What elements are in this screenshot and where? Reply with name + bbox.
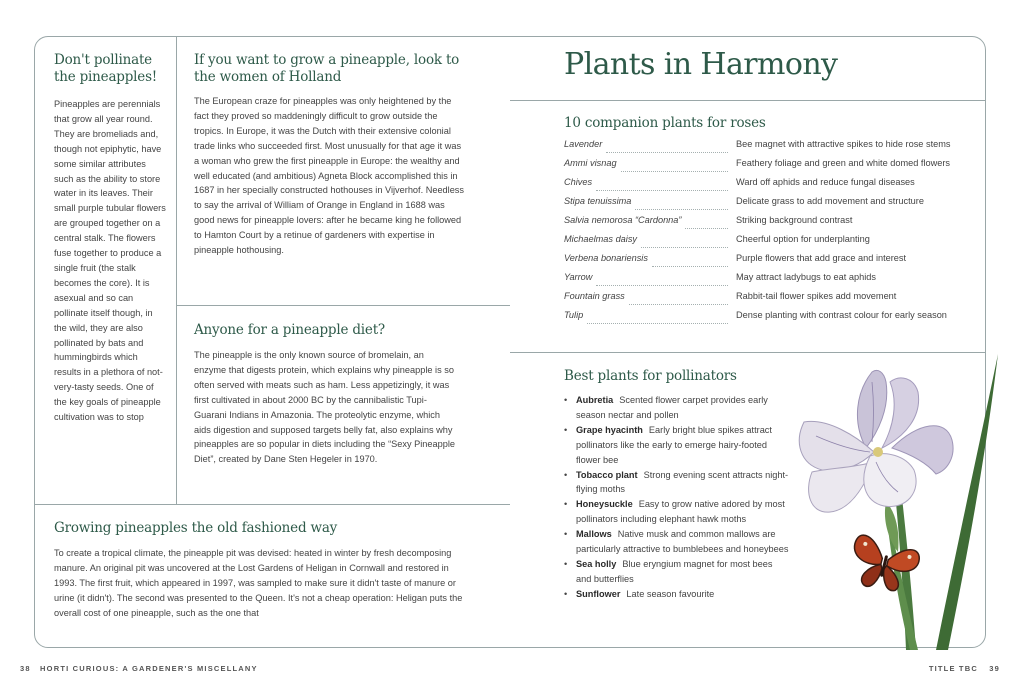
- companion-row: [564, 177, 974, 196]
- companion-plant-desc: Striking background contrast: [736, 215, 853, 225]
- divider-col-left-lower: [176, 305, 177, 505]
- flower-throat: [873, 447, 883, 457]
- pollinator-item: [564, 587, 789, 602]
- companion-plant-desc: May attract ladybugs to eat aphids: [736, 272, 876, 282]
- companion-plant-desc: Dense planting with contrast colour for early season: [736, 310, 947, 320]
- section-text: The European craze for pineapples was only heightened by the fact they proved so maddeningly difficult to grow outside the tropics. In Europe, it was the Dutch with their extensive colonial trade links who succeeded first. Most unusually for that age it was a woman who grew the first pineapple in Europe: the wealthy and well educated (and ambitious) Agneta Block accomplished this in 1687 in her specially constructed hothouses in Vijverhof. Needless to say the arrival of William of Orange in England in 1688 was good news for pineapple lovers: after he became king he followed to Hamton Court by a retinue of gardeners with expertise in pineapple hothousing.: [194, 96, 464, 256]
- pollinator-item: [564, 423, 789, 468]
- footer-left: [20, 664, 258, 673]
- divider-oldway: [35, 504, 510, 505]
- companion-plants: [564, 115, 974, 329]
- pollinator-name: Grape hyacinth: [576, 424, 643, 435]
- companion-plant-desc: Purple flowers that add grace and interest: [736, 253, 907, 263]
- companion-plant-name: Yarrow: [564, 272, 593, 282]
- leader-dots: [587, 323, 728, 324]
- pollinator-item: [564, 393, 789, 423]
- companion-plant-desc: Rabbit-tail flower spikes add movement: [736, 291, 897, 301]
- companion-plant-name: Verbena bonariensis: [564, 253, 648, 263]
- pollinator-name: Honeysuckle: [576, 499, 633, 510]
- iris-butterfly-illustration: [786, 352, 1004, 652]
- companion-plant-name: Ammi visnag: [564, 158, 617, 168]
- pollinator-item: [564, 468, 789, 498]
- companion-plant-name: Fountain grass: [564, 291, 625, 301]
- companion-plant-desc: Delicate grass to add movement and structure: [736, 196, 924, 206]
- companion-plant-name: Stipa tenuissima: [564, 196, 632, 206]
- section-heading: Best plants for pollinators: [564, 368, 737, 384]
- divider-col-left: [176, 37, 177, 305]
- companion-row: [564, 215, 974, 234]
- companion-plant-name: Tulip: [564, 310, 584, 320]
- companion-plant-name: Michaelmas daisy: [564, 234, 638, 244]
- butterfly-wing-upper-left: [851, 533, 887, 566]
- companion-plant-desc: Cheerful option for underplanting: [736, 234, 870, 244]
- bullet-icon: •: [564, 424, 568, 435]
- divider-title: [510, 100, 985, 101]
- companion-row: [564, 291, 974, 310]
- pollinator-desc: Blue eryngium magnet for most bees and butterflies: [576, 558, 773, 584]
- section-heading: Don't pollinate the pineapples!: [54, 52, 158, 85]
- pollinator-name: Mallows: [576, 529, 612, 540]
- companion-row: [564, 310, 974, 329]
- companion-plant-name: Lavender: [564, 139, 603, 149]
- section-heading: Growing pineapples the old fashioned way: [54, 520, 338, 536]
- section-text: Pineapples are perennials that grow all year round. They are bromeliads and, though not epiphytic, have some similar attributes such as the ability to store water in its leaves. Their small purple tubular flowers are grouped together on a central stalk. The flowers fuse together to produce a single fruit (the stalk becomes the core). It is asexual and so can pollinate itself though, in the wild, they are also pollinated by bats and hummingbirds which results in a plethora of not-very-tasty seeds. One of the key goals of pineapple cultivation was to stop: [54, 99, 166, 423]
- pollinator-desc: Strong evening scent attracts night-flying moths: [576, 469, 789, 495]
- bullet-icon: •: [564, 588, 568, 599]
- companion-row: [564, 234, 974, 253]
- divider-holland-diet: [176, 305, 510, 306]
- section-text: The pineapple is the only known source of bromelain, an enzyme that digests protein, which explains why pineapple is so often served with meats such as ham. Less appetizingly, it was first cultivated in about 2000 BC by the cannibalistic Tupi-Guarani Indians in Amazonia. The proteolytic enzyme, which aids digestion and supposed targets belly fat, also explains why pineapples are so popular in diets including the “Sexy Pineapple Diet”, created by Dane Sten Hegeler in 1970.: [194, 350, 455, 465]
- companion-plant-desc: Feathery foliage and green and white domed flowers: [736, 158, 950, 168]
- pollinator-name: Sunflower: [576, 588, 621, 599]
- leader-dots: [641, 247, 728, 248]
- leader-dots: [606, 152, 728, 153]
- companion-plant-name: Salvia nemorosa “Cardonna”: [564, 215, 682, 225]
- pollinator-item: [564, 557, 789, 587]
- running-title: TITLE TBC: [928, 664, 978, 673]
- bullet-icon: •: [564, 558, 568, 569]
- book-title: HORTI CURIOUS: A GARDENER'S MISCELLANY: [40, 664, 258, 673]
- leader-dots: [635, 209, 728, 210]
- companion-row: [564, 139, 974, 158]
- pollinator-plants: [564, 368, 789, 602]
- companion-row: [564, 158, 974, 177]
- companion-list: [564, 139, 974, 329]
- footer-right: [929, 664, 1000, 673]
- bullet-icon: •: [564, 469, 568, 480]
- page-number-right: 39: [989, 664, 1000, 673]
- pollinator-desc: Early bright blue spikes attract pollinators like the early to emerge hairy-footed flower bee: [576, 424, 772, 465]
- companion-row: [564, 253, 974, 272]
- companion-row: [564, 196, 974, 215]
- companion-plant-name: Chives: [564, 177, 593, 187]
- leader-dots: [652, 266, 728, 267]
- leader-dots: [596, 190, 728, 191]
- pollinator-name: Aubretia: [576, 395, 614, 405]
- page-title: Plants in Harmony: [564, 47, 838, 82]
- bullet-icon: •: [564, 395, 568, 405]
- section-heading: If you want to grow a pineapple, look to the women of Holland: [194, 52, 460, 85]
- companion-plant-desc: Ward off aphids and reduce fungal diseases: [736, 177, 915, 187]
- pollinator-desc: Late season favourite: [626, 588, 715, 599]
- page-number-left: 38: [20, 664, 31, 673]
- sidebar-pollinate: [54, 52, 166, 425]
- companion-row: [564, 272, 974, 291]
- pollinator-name: Sea holly: [576, 558, 617, 569]
- section-holland: [194, 52, 466, 258]
- leaf-right: [936, 354, 998, 650]
- leader-dots: [596, 285, 728, 286]
- section-diet: [194, 322, 456, 467]
- bullet-icon: •: [564, 499, 568, 510]
- leader-dots: [629, 304, 728, 305]
- pollinator-list: [564, 393, 789, 602]
- leader-dots: [685, 228, 728, 229]
- pollinator-name: Tobacco plant: [576, 469, 638, 480]
- section-heading: Anyone for a pineapple diet?: [194, 322, 385, 338]
- section-old-fashioned: [54, 520, 464, 621]
- bullet-icon: •: [564, 529, 568, 540]
- companion-plant-desc: Bee magnet with attractive spikes to hide rose stems: [736, 139, 951, 149]
- leader-dots: [621, 171, 728, 172]
- pollinator-desc: Easy to grow native adored by most pollinators including elephant hawk moths: [576, 499, 785, 525]
- section-heading: 10 companion plants for roses: [564, 115, 766, 131]
- pollinator-desc: Scented flower carpet provides early season nectar and pollen: [576, 395, 768, 420]
- petal-fall-center: [864, 454, 916, 507]
- pollinator-item: [564, 497, 789, 527]
- pollinator-item: [564, 527, 789, 557]
- pollinator-desc: Native musk and common mallows are particularly attractive to bumblebees and honeybees: [576, 529, 789, 555]
- section-text: To create a tropical climate, the pineapple pit was devised: heated in winter by fresh decomposing manure. An original pit was uncovered at the Lost Gardens of Heligan in Cornwall and restored in 1993. The first fruit, which appeared in 1997, was sampled to make sure it didn't taste of manure or urine (it didn't). The second was presented to the Queen. It's not a cheap operation: Heligan puts the overall cost of one pineapple, such as the one that: [54, 548, 463, 618]
